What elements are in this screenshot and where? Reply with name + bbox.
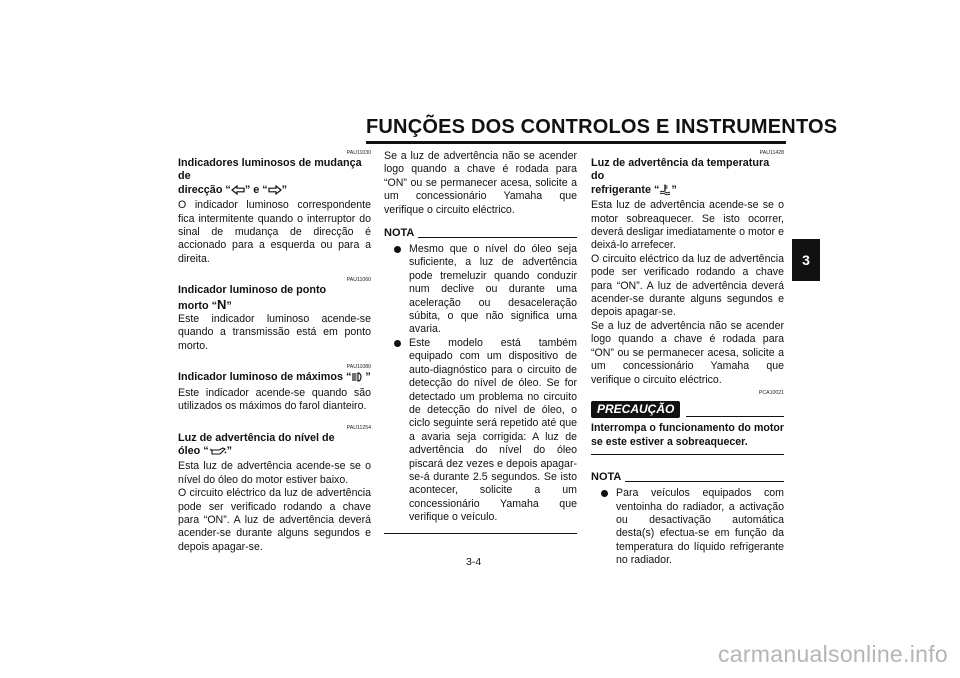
title-line: morto “ bbox=[178, 299, 217, 312]
section-high-beam bbox=[178, 364, 371, 413]
high-beam-icon bbox=[351, 372, 365, 386]
nota-list bbox=[384, 243, 577, 525]
section-body: O indicador luminoso correspondente fica intermitente quando o interruptor do sinal de mudança de direcção é accionado para a esquerda ou para a direita. bbox=[178, 199, 371, 265]
column-left bbox=[178, 150, 371, 565]
bullet-icon bbox=[601, 490, 608, 497]
column-right bbox=[591, 150, 784, 568]
header-rule bbox=[366, 141, 786, 144]
bullet-icon bbox=[394, 340, 401, 347]
page-number: 3-4 bbox=[466, 556, 482, 568]
section-title bbox=[591, 157, 784, 199]
title-line: Indicadores luminosos de mudança de bbox=[178, 157, 362, 183]
section-body: Se a luz de advertência não se acender logo quando a chave é rodada para “ON” ou se permanecer acesa, solicite a um concessionário Yamaha que verifique o circuito eléctrico. bbox=[591, 319, 784, 386]
title-quote: ” bbox=[226, 444, 232, 457]
caution-rule bbox=[686, 416, 784, 417]
section-code: PAU11254 bbox=[346, 424, 371, 431]
list-item-text: Mesmo que o nível do óleo seja suficiente, a luz de advertência pode tremeluzir quando conduzir num declive ou durante uma aceleração ou desaceleração súbita, o que não significa uma avaria. bbox=[409, 243, 577, 336]
caution-badge: PRECAUÇÃO bbox=[591, 401, 680, 418]
title-line: Luz de advertência do nível de bbox=[178, 431, 335, 444]
turn-right-arrow-icon bbox=[268, 185, 282, 199]
oil-can-icon bbox=[209, 446, 227, 460]
section-code: PAU11428 bbox=[759, 150, 784, 156]
section-body: Este indicador acende-se quando são utilizados os máximos do farol dianteiro. bbox=[178, 386, 371, 413]
section-title bbox=[178, 371, 371, 386]
title-line: Indicador luminoso de ponto bbox=[178, 284, 327, 297]
section-turn-signal bbox=[178, 150, 371, 266]
caution-code: PCA10021 bbox=[758, 389, 784, 396]
nota-rule bbox=[418, 237, 577, 238]
nota-end-rule bbox=[384, 533, 577, 534]
section-title bbox=[178, 157, 371, 199]
title-quote: ” bbox=[365, 371, 371, 384]
coolant-thermometer-icon bbox=[659, 184, 671, 199]
section-title bbox=[178, 432, 371, 461]
section-body: Esta luz de advertência acende-se se o motor sobreaquecer. Se isto ocorrer, deverá desligar imediatamente o motor e deixá-lo arrefecer. bbox=[591, 199, 784, 252]
list-item-text: Este modelo está também equipado com um dispositivo de auto-diagnóstico para o circuito de detecção do nível de óleo. Se for detectado um problema no circuito de detecção do nível de óleo, o ciclo seguinte será repetido até que a avaria seja corrigida: A luz de advertência do nível do óleo piscará dez vezes e depois apagar-se-á durante 2.5 segundos. Se isto acontecer, solicite a um concessionário Yamaha que verifique o veículo. bbox=[409, 336, 577, 524]
watermark: carmanualsonline.info bbox=[717, 641, 948, 667]
title-sep: ” e “ bbox=[244, 183, 268, 196]
page-title: FUNÇÕES DOS CONTROLOS E INSTRUMENTOS bbox=[366, 116, 838, 138]
list-item-text: Para veículos equipados com ventoinha do radiador, a activação ou desactivação automática desta(s) efectua-se em função da temperatura do líquido refrigerante no radiador. bbox=[616, 487, 784, 567]
title-quote: ” bbox=[281, 183, 288, 196]
nota-title: NOTA bbox=[384, 227, 415, 240]
nota-rule bbox=[625, 481, 784, 482]
section-code: PAU11060 bbox=[346, 277, 371, 284]
title-line: refrigerante “ bbox=[591, 183, 660, 196]
section-oil-level bbox=[178, 425, 371, 555]
title-quote: ” bbox=[671, 183, 677, 196]
list-item bbox=[601, 487, 784, 567]
section-body: Este indicador luminoso acende-se quando a transmissão está em ponto morto. bbox=[178, 313, 371, 352]
section-code: PAU11080 bbox=[346, 364, 371, 371]
title-line: Indicador luminoso de máximos “ bbox=[178, 371, 352, 384]
list-item bbox=[394, 337, 577, 525]
section-title bbox=[178, 284, 371, 313]
neutral-n-icon: N bbox=[217, 296, 227, 312]
caution-header bbox=[591, 401, 784, 418]
bullet-icon bbox=[394, 246, 401, 253]
nota-list bbox=[591, 487, 784, 567]
column-middle bbox=[384, 150, 577, 534]
section-body: Esta luz de advertência acende-se se o nível do óleo do motor estiver baixo. bbox=[178, 460, 371, 486]
nota-header bbox=[384, 227, 577, 240]
turn-left-arrow-icon bbox=[231, 185, 245, 199]
list-item bbox=[394, 243, 577, 337]
title-quote: ” bbox=[226, 299, 232, 312]
title-line: Luz de advertência da temperatura do bbox=[591, 157, 770, 183]
section-body: O circuito eléctrico da luz de advertência pode ser verificado rodando a chave para “ON”. A luz de advertência deverá acender-se durante alguns segundos e depois apagar-se. bbox=[591, 252, 784, 319]
section-body: Se a luz de advertência não se acender logo quando a chave é rodada para “ON” ou se permanecer acesa, solicite a um concessionário Yamaha que verifique o circuito eléctrico. bbox=[384, 150, 577, 216]
section-code: PAU11030 bbox=[346, 150, 371, 156]
caution-end-rule bbox=[591, 454, 784, 455]
nota-header bbox=[591, 471, 784, 484]
nota-title: NOTA bbox=[591, 471, 622, 484]
title-line: óleo “ bbox=[178, 444, 209, 457]
chapter-tab[interactable]: 3 bbox=[792, 239, 820, 281]
section-neutral bbox=[178, 277, 371, 353]
caution-text: Interrompa o funcionamento do motor se este estiver a sobreaquecer. bbox=[591, 422, 784, 448]
section-body: O circuito eléctrico da luz de advertência pode ser verificado rodando a chave para “ON”. A luz de advertência deverá acender-se durante alguns segundos e depois apagar-se. bbox=[178, 487, 371, 553]
title-line: direcção “ bbox=[178, 183, 231, 196]
